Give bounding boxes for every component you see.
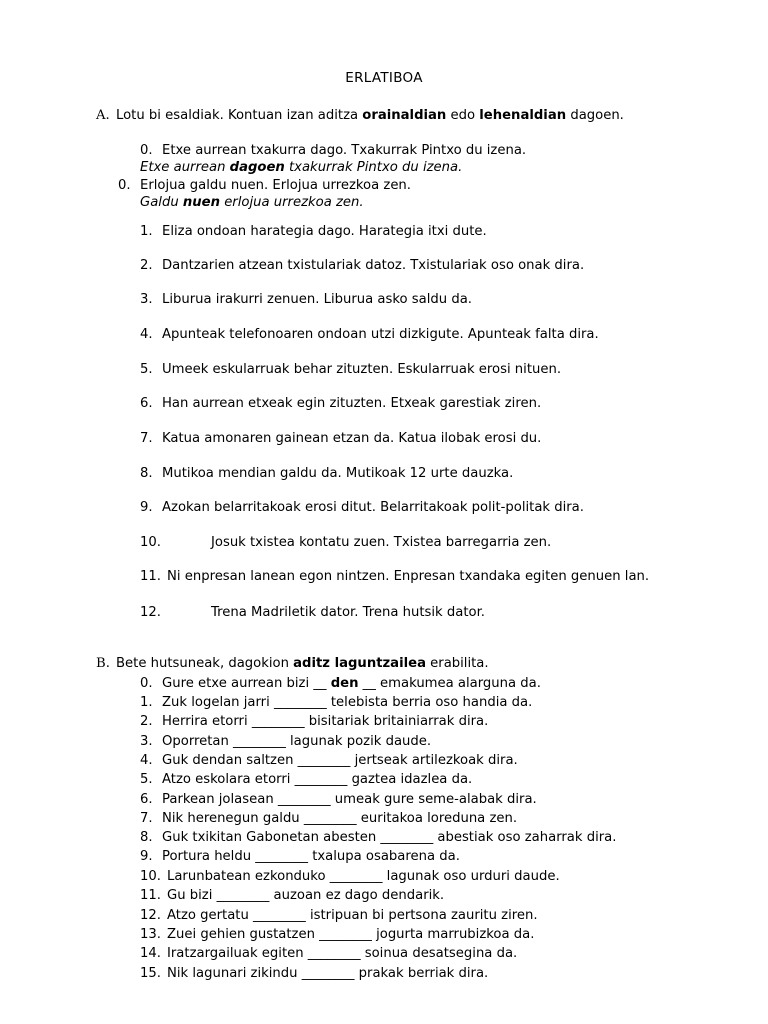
item-text: Guk dendan saltzen ________ jertseak artilezkoak dira. [162,753,518,768]
item-number: 2. [140,258,153,273]
exercise-b-item [140,966,488,981]
example-1-answer [140,160,462,175]
item-number: 3. [140,734,153,749]
exercise-b-item [140,811,517,826]
exercise-b-item [140,695,532,710]
page-title: ERLATIBOA [345,70,423,86]
exercise-a-item [140,292,472,307]
item-number: 9. [140,849,153,864]
section-b-letter: B. [96,656,110,671]
exercise-b-item [140,869,560,884]
section-b-instr-pre: Bete hutsuneak, dagokion [116,656,294,671]
item-number: 10. [140,869,161,884]
item-number: 13. [140,927,161,942]
item-number: 7. [140,431,153,446]
exercise-a-item [140,327,599,342]
exercise-b-item [140,734,431,749]
item-text: Eliza ondoan harategia dago. Harategia itxi dute. [162,224,487,239]
section-b-instr-post: erabilita. [425,656,489,671]
exercise-a-item [140,605,485,620]
item-text: Portura heldu ________ txalupa osabarena da. [162,849,460,864]
exercise-b-item [140,908,538,923]
exercise-b-item [140,792,537,807]
section-a-letter: A. [96,108,110,123]
exercise-a-item [140,500,584,515]
item-text: Liburua irakurri zenuen. Liburua asko saldu da. [162,292,472,307]
section-a-instr-pre: Lotu bi esaldiak. Kontuan izan aditza [116,108,363,123]
item-number: 10. [140,535,161,550]
item-number: 1. [140,695,153,710]
item-number: 8. [140,466,153,481]
section-a-instr-mid: edo [446,108,480,123]
example-1-answer-bold: dagoen [229,160,285,175]
exercise-b-item [140,849,460,864]
example-2-question [118,178,411,193]
exercise-a-item [140,224,487,239]
item-text: Josuk txistea kontatu zuen. Txistea barregarria zen. [211,535,552,550]
exercise-a-item [140,258,584,273]
item-number: 2. [140,714,153,729]
exercise-a-item [140,396,541,411]
item-number: 15. [140,966,161,981]
item-text: Han aurrean etxeak egin zituzten. Etxeak garestiak ziren. [162,396,542,411]
item-number: 6. [140,396,153,411]
item-text: Zuei gehien gustatzen ________ jogurta marrubizkoa da. [167,927,535,942]
example-1-question [140,143,526,158]
item-text: Trena Madriletik dator. Trena hutsik dator. [211,605,485,620]
exercise-b-item [140,753,518,768]
exercise-b-item [140,772,472,787]
item-number: 5. [140,362,153,377]
item-text: Iratzargailuak egiten ________ soinua desatsegina da. [167,946,518,961]
example-1-number: 0. [140,143,153,158]
exercise-a-item [140,535,551,550]
exercise-b-example [140,676,541,691]
exercise-b-item [140,830,616,845]
example-pre: Gure etxe aurrean bizi __ [162,676,331,691]
item-text: Oporretan ________ lagunak pozik daude. [162,734,432,749]
item-text: Nik herenegun galdu ________ euritakoa loreduna zen. [162,811,518,826]
section-b-instr-bold: aditz laguntzailea [293,656,426,671]
example-1-answer-pre: Etxe aurrean [140,160,230,175]
item-text: Atzo gertatu ________ istripuan bi pertsona zauritu ziren. [167,908,538,923]
example-bold: den [330,676,359,691]
item-number: 4. [140,753,153,768]
exercise-b-item [140,714,488,729]
exercise-a-item [140,569,649,584]
exercise-b-item [140,946,517,961]
item-number: 12. [140,605,161,620]
item-text: Gu bizi ________ auzoan ez dago dendarik. [167,888,445,903]
item-number: 9. [140,500,153,515]
item-text: Nik lagunari zikindu ________ prakak berriak dira. [167,966,489,981]
item-text: Ni enpresan lanean egon nintzen. Enpresan txandaka egiten genuen lan. [167,569,650,584]
example-2-answer-post: erlojua urrezkoa zen. [220,195,364,210]
item-number: 0. [140,676,153,691]
item-text: Apunteak telefonoaren ondoan utzi dizkigute. Apunteak falta dira. [162,327,599,342]
item-number: 14. [140,946,161,961]
item-text: Dantzarien atzean txistulariak datoz. Txistulariak oso onak dira. [162,258,585,273]
item-text: Atzo eskolara etorri ________ gaztea idazlea da. [162,772,473,787]
example-2-text: Erlojua galdu nuen. Erlojua urrezkoa zen. [140,178,411,193]
item-text: Mutikoa mendian galdu da. Mutikoak 12 urte dauzka. [162,466,514,481]
item-text: Herrira etorri ________ bisitariak britainiarrak dira. [162,714,489,729]
item-number: 11. [140,888,161,903]
exercise-b-item [140,888,444,903]
section-a-instruction [96,108,624,123]
section-a-instr-post: dagoen. [566,108,624,123]
example-2-answer [140,195,364,210]
item-text: Larunbatean ezkonduko ________ lagunak oso urduri daude. [167,869,560,884]
item-number: 4. [140,327,153,342]
item-number: 1. [140,224,153,239]
item-text: Guk txikitan Gabonetan abesten ________ abestiak oso zaharrak dira. [162,830,617,845]
example-2-answer-bold: nuen [182,195,220,210]
item-number: 6. [140,792,153,807]
item-text: Umeek eskularruak behar zituzten. Eskularruak erosi nituen. [162,362,562,377]
example-post: __ emakumea alarguna da. [358,676,541,691]
exercise-b-item [140,927,534,942]
item-text: Zuk logelan jarri ________ telebista berria oso handia da. [162,695,533,710]
section-a-instr-bold2: lehenaldian [479,108,567,123]
item-text: Katua amonaren gainean etzan da. Katua ilobak erosi du. [162,431,542,446]
example-1-answer-post: txakurrak Pintxo du izena. [284,160,463,175]
exercise-a-item [140,466,513,481]
item-number: 11. [140,569,161,584]
item-text: Azokan belarritakoak erosi ditut. Belarritakoak polit-politak dira. [162,500,584,515]
item-number: 7. [140,811,153,826]
item-number: 3. [140,292,153,307]
example-2-answer-pre: Galdu [140,195,183,210]
example-2-number: 0. [118,178,131,193]
item-number: 5. [140,772,153,787]
item-number: 12. [140,908,161,923]
item-number: 8. [140,830,153,845]
section-b-instruction [96,656,489,671]
exercise-a-item [140,431,541,446]
section-a-instr-bold1: orainaldian [362,108,447,123]
exercise-a-item [140,362,561,377]
example-1-text: Etxe aurrean txakurra dago. Txakurrak Pintxo du izena. [162,143,527,158]
item-text: Parkean jolasean ________ umeak gure seme-alabak dira. [162,792,537,807]
